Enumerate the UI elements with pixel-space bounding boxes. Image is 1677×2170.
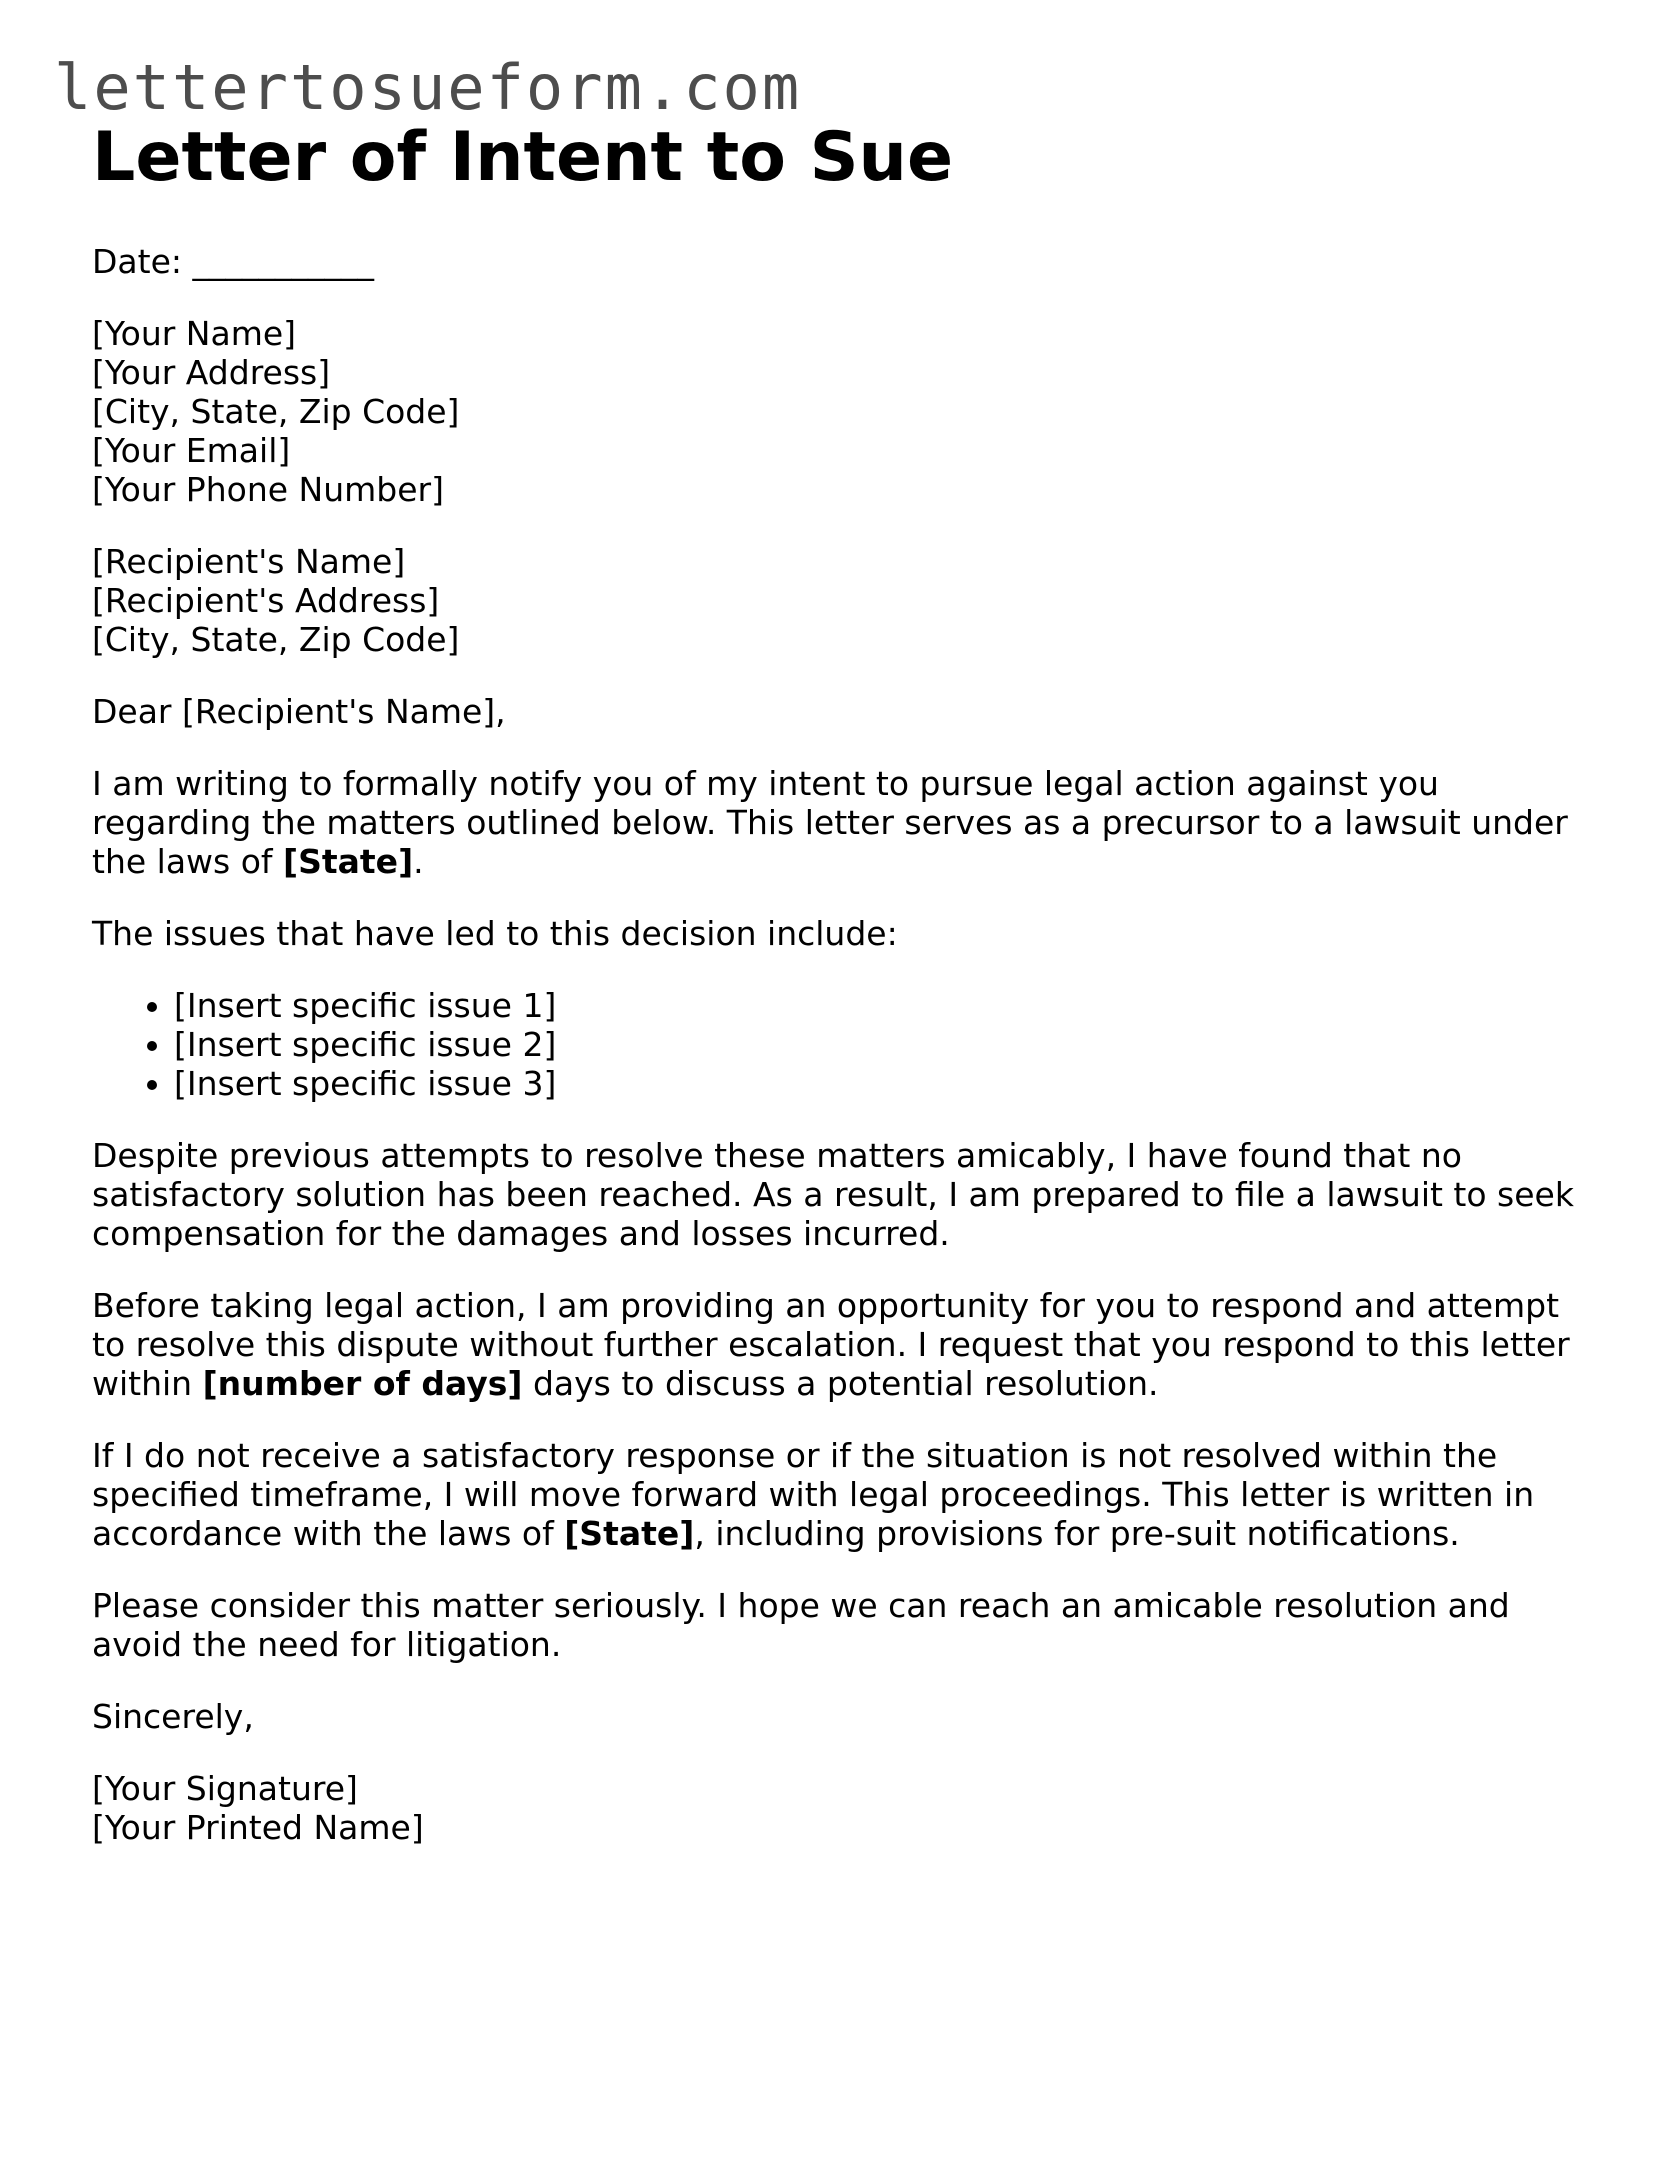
attempts-paragraph: Despite previous attempts to resolve these matters amicably, I have found that no satisfactory solution has been reached. As a result, I am prepared to file a lawsuit to seek compensation for the damages and losses incurred. [92, 1136, 1574, 1253]
sender-email: [Your Email] [92, 431, 291, 470]
state-placeholder: [State] [283, 842, 414, 881]
proceedings-text: If I do not receive a satisfactory response or if the situation is not resolved within the specified timeframe, I will move forward with legal proceedings. This letter is written in accordance with the laws of [92, 1436, 1535, 1553]
intent-text-end: . [413, 842, 424, 881]
salutation: Dear [Recipient's Name], [92, 692, 506, 731]
recipient-address: [Recipient's Address] [92, 581, 440, 620]
recipient-address-block [92, 542, 1592, 659]
recipient-name: [Recipient's Name] [92, 542, 406, 581]
intent-text: I am writing to formally notify you of my intent to pursue legal action against you regarding the matters outlined below. This letter serves as a precursor to a lawsuit under the laws of [92, 764, 1568, 881]
signature-block [92, 1769, 1592, 1847]
list-item: • [Insert specific issue 1] [174, 986, 1592, 1025]
letter-body [92, 118, 1592, 1880]
page-title: Letter of Intent to Sue [92, 118, 954, 197]
sender-phone: [Your Phone Number] [92, 470, 444, 509]
response-text: Before taking legal action, I am providing an opportunity for you to respond and attempt to resolve this dispute without further escalation. I request that you respond to this letter within [92, 1286, 1570, 1403]
closing: Sincerely, [92, 1697, 254, 1736]
sender-address: [Your Address] [92, 353, 331, 392]
response-request-paragraph [92, 1286, 1592, 1403]
days-placeholder: [number of days] [202, 1364, 523, 1403]
sender-city-state-zip: [City, State, Zip Code] [92, 392, 460, 431]
signature: [Your Signature] [92, 1769, 358, 1808]
proceedings-text-end: , including provisions for pre-suit notifications. [694, 1514, 1460, 1553]
site-watermark: lettertosueform.com [54, 51, 802, 124]
recipient-city-state-zip: [City, State, Zip Code] [92, 620, 460, 659]
response-text-end: days to discuss a potential resolution. [522, 1364, 1159, 1403]
closing-paragraph: Please consider this matter seriously. I hope we can reach an amicable resolution and avoid the need for litigation. [92, 1586, 1510, 1664]
sender-name: [Your Name] [92, 314, 297, 353]
date-line: Date: ___________ [92, 242, 374, 281]
state-placeholder: [State] [564, 1514, 695, 1553]
list-item: • [Insert specific issue 2] [174, 1025, 1592, 1064]
intent-paragraph [92, 764, 1592, 881]
issues-intro: The issues that have led to this decision include: [92, 914, 898, 953]
printed-name: [Your Printed Name] [92, 1808, 424, 1847]
list-item: • [Insert specific issue 3] [174, 1064, 1592, 1103]
sender-address-block [92, 314, 1592, 509]
proceedings-paragraph [92, 1436, 1592, 1553]
issues-list [92, 986, 1592, 1103]
